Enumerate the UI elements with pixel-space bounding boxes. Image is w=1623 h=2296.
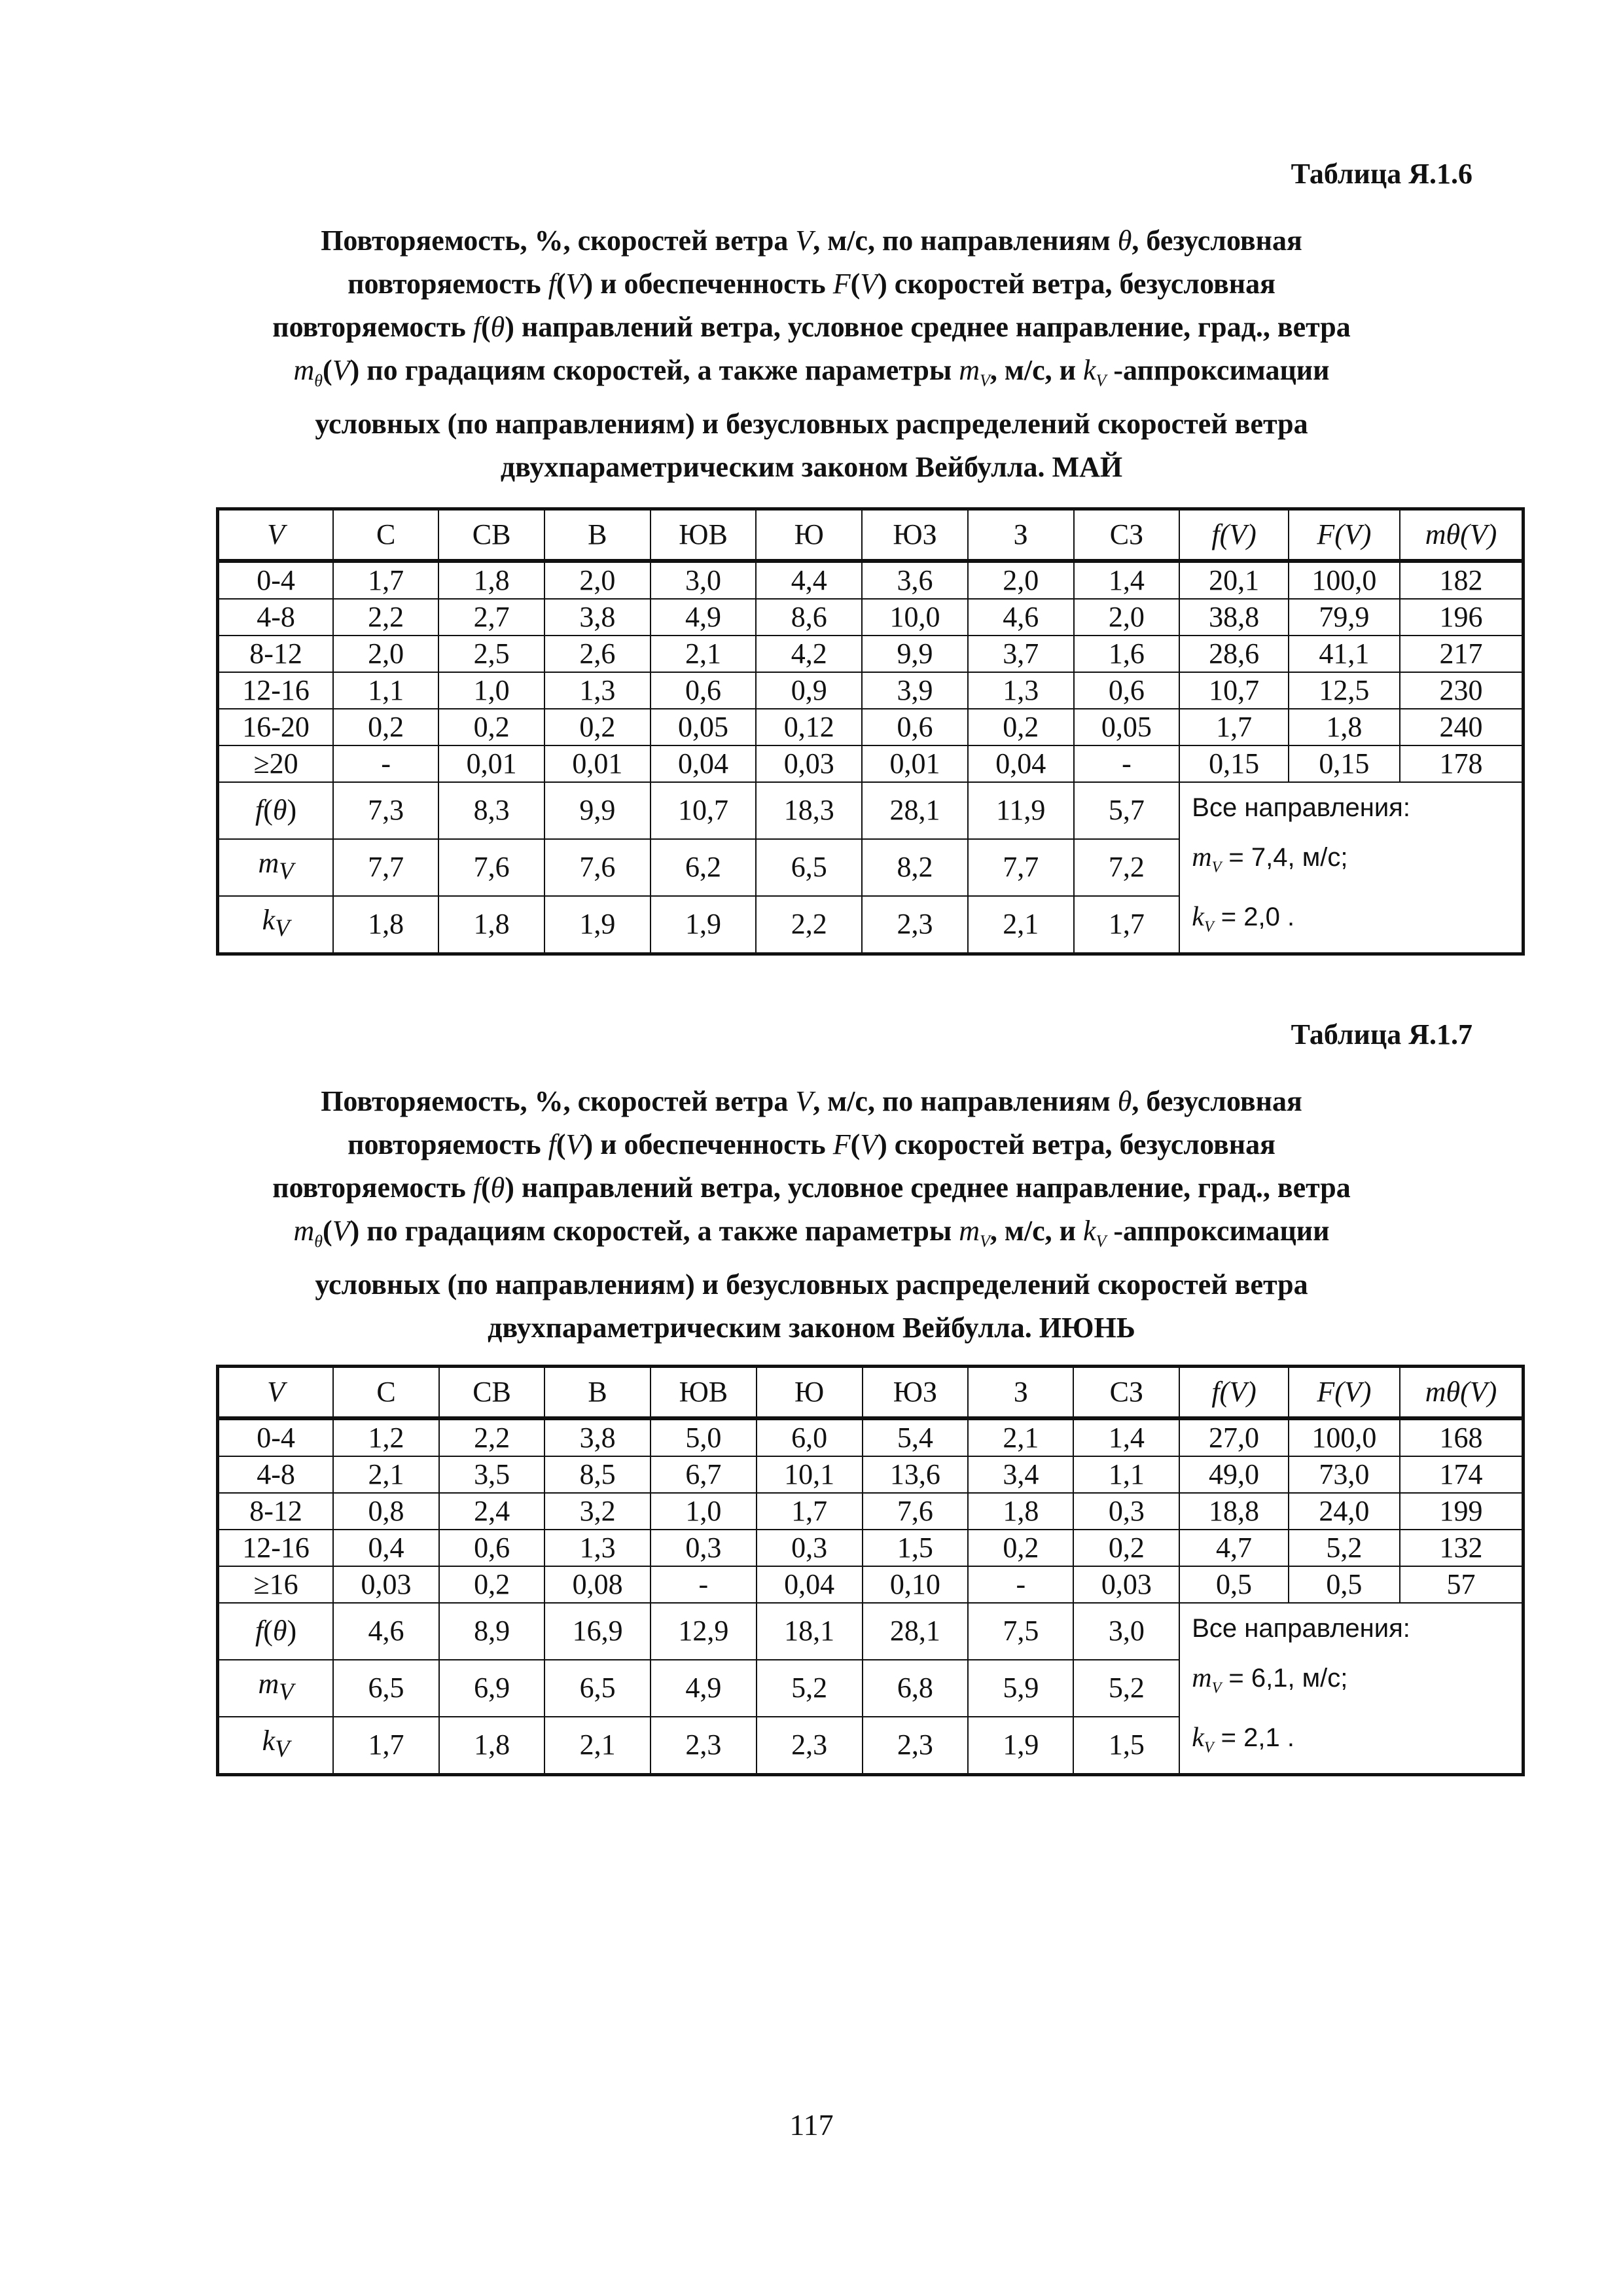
table-cell: 1,5 [1073,1717,1179,1775]
table-cell: 4,6 [333,1603,439,1660]
table-cell: 3,7 [968,636,1074,672]
table-cell: 18,3 [756,782,862,839]
table-cell: 1,8 [439,1717,544,1775]
table-cell: 9,9 [862,636,968,672]
table-cell: 2,1 [651,636,757,672]
column-header: Ю [757,1367,863,1419]
table-cell: 0,3 [757,1530,863,1566]
table-cell: 1,1 [1073,1456,1179,1493]
column-header: ЮВ [651,509,757,562]
table-row [218,636,1524,672]
table-cell: 2,2 [756,896,862,954]
table-cell: 4,6 [968,599,1074,636]
table-cell: 1,7 [333,1717,439,1775]
table-cell: 8,6 [756,599,862,636]
table-cell: 0,6 [862,709,968,745]
wind-table [216,507,1525,956]
table-cell: 6,5 [756,839,862,896]
table-cell: 0,2 [439,1566,544,1603]
table-cell: 7,7 [333,839,438,896]
table-cell: 0-4 [218,561,334,599]
table-cell: 73,0 [1289,1456,1400,1493]
table-cell: 0,03 [333,1566,439,1603]
table-cell: 0,2 [438,709,544,745]
table-cell: 174 [1400,1456,1524,1493]
table-cell: 0,6 [651,672,757,709]
table-cell: 0,6 [439,1530,544,1566]
row-label: f(θ) [218,782,334,839]
table-cell: 13,6 [863,1456,969,1493]
table-cell: 6,0 [757,1418,863,1456]
table-cell: 0,3 [1073,1493,1179,1530]
table-row [218,745,1524,782]
table-cell: 3,2 [544,1493,651,1530]
column-header: F(V) [1289,1367,1400,1419]
table-cell: 0,2 [968,709,1074,745]
row-label: f(θ) [218,1603,334,1660]
table-cell: 1,1 [333,672,438,709]
table-cell: 27,0 [1179,1418,1289,1456]
column-header: F(V) [1289,509,1400,562]
table-cell: 178 [1400,745,1524,782]
table-cell: 1,4 [1073,1418,1179,1456]
table-cell: 1,8 [438,561,544,599]
column-header: З [968,509,1074,562]
column-header: V [218,1367,334,1419]
table-cell: 3,5 [439,1456,544,1493]
table-cell: 38,8 [1179,599,1289,636]
table-cell: 2,3 [862,896,968,954]
table-cell: 0,2 [544,709,651,745]
table-cell: 6,7 [651,1456,757,1493]
table-cell: 28,6 [1179,636,1289,672]
table-cell: 11,9 [968,782,1074,839]
table-cell: 2,4 [439,1493,544,1530]
table-cell: 2,3 [757,1717,863,1775]
table-cell: 2,0 [1074,599,1180,636]
table-cell: 100,0 [1289,1418,1400,1456]
table-cell: 217 [1400,636,1524,672]
table-cell: 0,4 [333,1530,439,1566]
table-cell: 4,9 [651,1660,757,1717]
table-cell: 7,6 [438,839,544,896]
table-cell: 1,8 [438,896,544,954]
table-cell: 0,12 [756,709,862,745]
table-label: Таблица Я.1.6 [1291,158,1472,190]
table-cell: 6,5 [333,1660,439,1717]
table-cell: 1,7 [757,1493,863,1530]
table-cell: 8,9 [439,1603,544,1660]
table-cell: 2,7 [438,599,544,636]
table-cell: 2,2 [439,1418,544,1456]
table-cell: 0,5 [1289,1566,1400,1603]
table-cell: 1,7 [333,561,438,599]
table-cell: 0,8 [333,1493,439,1530]
table-cell: 2,5 [438,636,544,672]
table-cell: 9,9 [544,782,651,839]
f-theta-row [218,782,1524,839]
table-cell: 8,2 [862,839,968,896]
table-cell: 4,2 [756,636,862,672]
column-header: V [218,509,334,562]
header-row [218,1367,1524,1419]
table-cell: 10,7 [651,782,757,839]
all-directions-summary [1179,782,1523,954]
table-cell: 18,1 [757,1603,863,1660]
table-cell: - [651,1566,757,1603]
table-row [218,561,1524,599]
table-row [218,672,1524,709]
column-header: В [544,1367,651,1419]
table-caption: Повторяемость, %, скоростей ветра V, м/с, по направлениям θ, безусловная повторяемость f(V) и обеспеченность F(V) скоростей ветра, безусловная повторяемость f(θ) направлений ветра, условное среднее направление, град., ветра $m_\theta(V)$ по градациям скоростей, а также параметры $m_V$, м/с, и $k_V$ -аппроксимации условных (по направлениям) и безусловных распределений скоростей ветра двухпараметрическим законом Вейбулла. МАЙ [272,224,1351,483]
table-cell: 3,8 [544,599,651,636]
table-cell: 132 [1400,1530,1524,1566]
table-cell: 240 [1400,709,1524,745]
table-cell: 5,0 [651,1418,757,1456]
table-cell: 3,6 [862,561,968,599]
table-cell: 3,0 [651,561,757,599]
table-cell: 0,5 [1179,1566,1289,1603]
table-cell: 6,5 [544,1660,651,1717]
column-header: З [968,1367,1073,1419]
table-cell: 182 [1400,561,1524,599]
table-cell: 7,2 [1074,839,1180,896]
column-header: СВ [439,1367,544,1419]
table-cell: 1,7 [1179,709,1289,745]
column-header: СЗ [1074,509,1180,562]
column-header: ЮЗ [862,509,968,562]
table-cell: 1,0 [651,1493,757,1530]
table-cell: 5,2 [757,1660,863,1717]
table-row [218,1418,1524,1456]
table-cell: 1,3 [544,1530,651,1566]
column-header: ЮЗ [863,1367,969,1419]
f-theta-row [218,1603,1524,1660]
table-cell: 6,2 [651,839,757,896]
table-cell: 4-8 [218,1456,334,1493]
table-cell: 5,7 [1074,782,1180,839]
column-header: СЗ [1073,1367,1179,1419]
table-cell: - [333,745,438,782]
table-cell: 4,7 [1179,1530,1289,1566]
table-cell: 4-8 [218,599,334,636]
table-cell: 0,15 [1179,745,1289,782]
table-row [218,1566,1524,1603]
table-cell: 1,2 [333,1418,439,1456]
table-cell: 4,9 [651,599,757,636]
table-cell: 6,9 [439,1660,544,1717]
table-cell: 0,01 [438,745,544,782]
table-cell: 12,5 [1289,672,1400,709]
table-cell: 100,0 [1289,561,1400,599]
table-cell: 1,9 [968,1717,1073,1775]
table-cell: 0,2 [968,1530,1073,1566]
table-cell: 0,03 [1073,1566,1179,1603]
table-cell: 1,7 [1074,896,1180,954]
table-cell: 2,1 [333,1456,439,1493]
table-cell: 199 [1400,1493,1524,1530]
table-cell: 0,04 [757,1566,863,1603]
table-cell: 2,1 [544,1717,651,1775]
table-cell: 2,1 [968,1418,1073,1456]
table-cell: 2,0 [968,561,1074,599]
column-header: С [333,1367,439,1419]
table-cell: 1,8 [968,1493,1073,1530]
table-cell: 3,4 [968,1456,1073,1493]
column-header: СВ [438,509,544,562]
column-header: В [544,509,651,562]
table-cell: 2,0 [333,636,438,672]
table-cell: 1,8 [333,896,438,954]
kv-summary: $k_V = 2,0$ . [1192,902,1295,936]
table-cell: - [1074,745,1180,782]
table-cell: 1,9 [651,896,757,954]
table-cell: 4,4 [756,561,862,599]
table-cell: 1,3 [544,672,651,709]
table-cell: 12-16 [218,1530,334,1566]
table-cell: ≥20 [218,745,334,782]
table-cell: 0,04 [651,745,757,782]
table-cell: 5,2 [1289,1530,1400,1566]
column-header: ЮВ [651,1367,757,1419]
table-cell: 8-12 [218,1493,334,1530]
table-cell: 0,9 [756,672,862,709]
table-caption: Повторяемость, %, скоростей ветра V, м/с, по направлениям θ, безусловная повторяемость f(V) и обеспеченность F(V) скоростей ветра, безусловная повторяемость f(θ) направлений ветра, условное среднее направление, град., ветра $m_\theta(V)$ по градациям скоростей, а также параметры $m_V$, м/с, и $k_V$ -аппроксимации условных (по направлениям) и безусловных распределений скоростей ветра двухпараметрическим законом Вейбулла. ИЮНЬ [272,1085,1351,1344]
table-cell: 28,1 [863,1603,969,1660]
table-cell: 196 [1400,599,1524,636]
table-cell: 7,7 [968,839,1074,896]
table-cell: 3,0 [1073,1603,1179,1660]
table-cell: 0,05 [651,709,757,745]
table-row [218,599,1524,636]
table-cell: 10,7 [1179,672,1289,709]
table-cell: 12,9 [651,1603,757,1660]
table-cell: 1,4 [1074,561,1180,599]
table-cell: 0,3 [651,1530,757,1566]
table-row [218,709,1524,745]
table-cell: 8,3 [438,782,544,839]
table-cell: 8-12 [218,636,334,672]
table-cell: 0,01 [862,745,968,782]
table-cell: 12-16 [218,672,334,709]
row-label: $m_V$ [218,839,334,896]
table-cell: 8,5 [544,1456,651,1493]
table-row [218,1530,1524,1566]
table-cell: 16-20 [218,709,334,745]
table-cell: 3,9 [862,672,968,709]
table-cell: 7,3 [333,782,438,839]
table-cell: 0,2 [1073,1530,1179,1566]
column-header: f(V) [1179,1367,1289,1419]
column-header: Ю [756,509,862,562]
table-cell: 168 [1400,1418,1524,1456]
all-directions-title: Все направления: [1192,793,1410,822]
table-cell: 5,2 [1073,1660,1179,1717]
table-cell: 20,1 [1179,561,1289,599]
table-cell: 7,5 [968,1603,1073,1660]
table-row [218,1493,1524,1530]
table-cell: - [968,1566,1073,1603]
column-header: mθ(V) [1400,1367,1524,1419]
table-label: Таблица Я.1.7 [1291,1018,1472,1050]
table-cell: 0,2 [333,709,438,745]
table-cell: 2,3 [651,1717,757,1775]
table-cell: 0,04 [968,745,1074,782]
table-cell: 0,10 [863,1566,969,1603]
kv-summary: $k_V = 2,1$ . [1192,1723,1294,1757]
table-cell: 16,9 [544,1603,651,1660]
table-row [218,1456,1524,1493]
column-header: С [333,509,438,562]
table-cell: 0-4 [218,1418,334,1456]
table-cell: 1,0 [438,672,544,709]
row-label: $k_V$ [218,1717,334,1775]
table-cell: 0,01 [544,745,651,782]
table-cell: 6,8 [863,1660,969,1717]
table-cell: 10,1 [757,1456,863,1493]
table-cell: 230 [1400,672,1524,709]
table-cell: 1,6 [1074,636,1180,672]
table-cell: 2,1 [968,896,1074,954]
table-cell: 0,05 [1074,709,1180,745]
table-cell: 1,8 [1289,709,1400,745]
table-cell: 1,3 [968,672,1074,709]
page-number: 117 [789,2108,834,2142]
wind-table [216,1365,1525,1776]
mv-summary: $m_V = 6,1$, м/с; [1192,1663,1348,1697]
table-cell: 0,03 [756,745,862,782]
table-cell: 0,15 [1289,745,1400,782]
table-cell: 79,9 [1289,599,1400,636]
table-cell: 7,6 [544,839,651,896]
table-cell: 10,0 [862,599,968,636]
table-cell: 1,9 [544,896,651,954]
row-label: $m_V$ [218,1660,334,1717]
table-cell: 2,2 [333,599,438,636]
column-header: f(V) [1179,509,1289,562]
table-cell: 5,4 [863,1418,969,1456]
table-cell: 7,6 [863,1493,969,1530]
table-cell: ≥16 [218,1566,334,1603]
row-label: $k_V$ [218,896,334,954]
table-cell: 0,08 [544,1566,651,1603]
all-directions-summary [1179,1603,1523,1774]
table-cell: 28,1 [862,782,968,839]
table-cell: 5,9 [968,1660,1073,1717]
table-cell: 1,5 [863,1530,969,1566]
table-cell: 49,0 [1179,1456,1289,1493]
table-cell: 2,6 [544,636,651,672]
table-cell: 2,0 [544,561,651,599]
mv-summary: $m_V = 7,4$, м/с; [1192,842,1348,876]
all-directions-title: Все направления: [1192,1614,1410,1643]
table-cell: 24,0 [1289,1493,1400,1530]
table-cell: 0,6 [1074,672,1180,709]
table-cell: 57 [1400,1566,1524,1603]
column-header: mθ(V) [1400,509,1524,562]
table-cell: 41,1 [1289,636,1400,672]
table-cell: 3,8 [544,1418,651,1456]
header-row [218,509,1524,562]
table-cell: 2,3 [863,1717,969,1775]
table-cell: 18,8 [1179,1493,1289,1530]
